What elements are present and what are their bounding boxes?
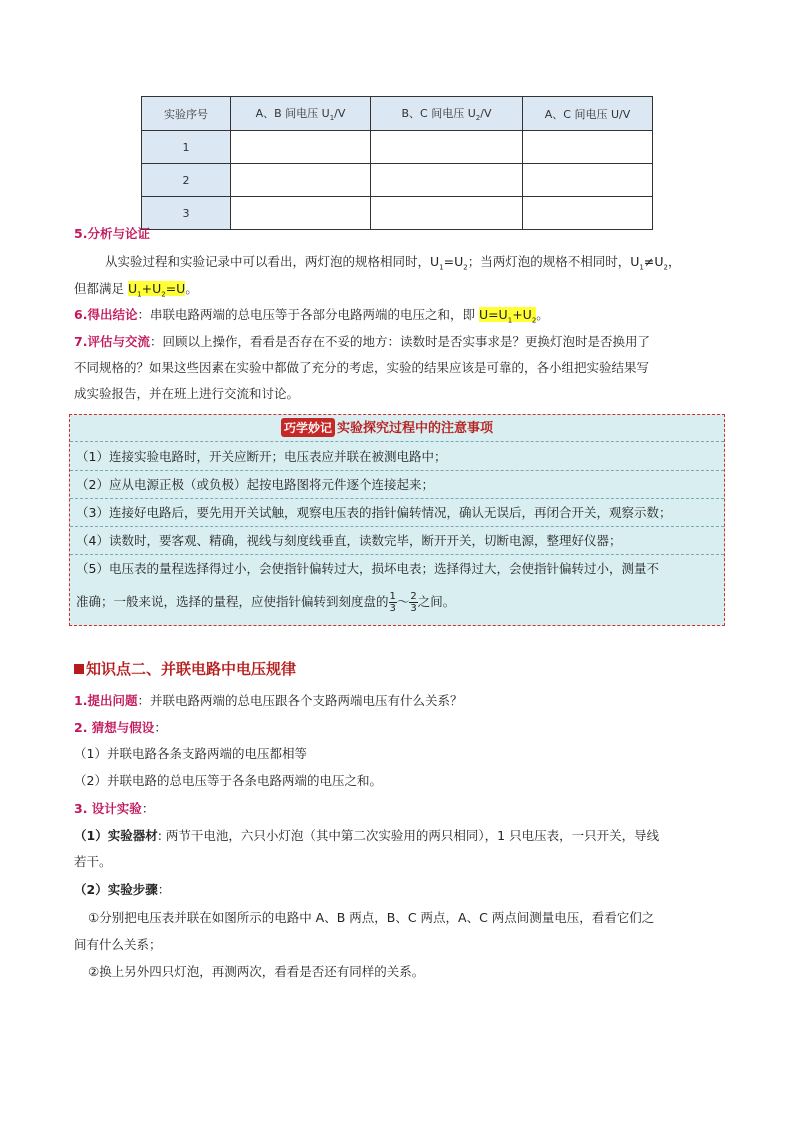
table-header-cell: A、B 间电压 $U_1/V$ bbox=[231, 97, 371, 131]
tip-item: （3）连接好电路后，要先用开关试触，观察电压表的指针偏转情况，确认无误后，再闭合开关，观察示数； bbox=[76, 505, 672, 520]
design-heading: 3. 设计实验： bbox=[74, 801, 155, 816]
section-6-heading: 6.得出结论 bbox=[74, 307, 138, 322]
table-header-cell: 实验序号 bbox=[142, 97, 231, 131]
tip-item: （4）读数时，要客观、精确，视线与刻度线垂直，读数完毕，断开开关，切断电源，整理好仪器； bbox=[76, 533, 622, 548]
question-paragraph: 1.提出问题：并联电路两端的总电压跟各个支路两端电压有什么关系？ bbox=[74, 693, 463, 708]
tip-item: （2）应从电源正极（或负极）起按电路图将元件逐个连接起来； bbox=[76, 477, 434, 492]
evaluation-paragraph-line-3: 成实验报告，并在班上进行交流和讨论。 bbox=[74, 386, 300, 401]
experiment-data-table bbox=[141, 96, 653, 230]
row-number-cell: 1 bbox=[142, 131, 231, 164]
hypothesis-item: （2）并联电路的总电压等于各条电路两端的电压之和。 bbox=[74, 773, 382, 788]
tips-badge: 巧学妙记 bbox=[281, 418, 335, 437]
section-7-heading: 7.评估与交流 bbox=[74, 334, 150, 349]
tips-box-title: 巧学妙记 实验探究过程中的注意事项 bbox=[281, 417, 493, 437]
highlighted-formula: $U_1+U_2=U$ bbox=[127, 281, 186, 299]
row-number-cell: 3 bbox=[142, 197, 231, 230]
highlighted-formula: $U=U_1+U_2$ bbox=[478, 307, 537, 325]
table-cell bbox=[523, 197, 653, 230]
square-bullet-icon bbox=[74, 664, 84, 674]
divider bbox=[70, 441, 724, 442]
table-cell bbox=[371, 164, 523, 197]
table-cell bbox=[523, 164, 653, 197]
table-cell bbox=[371, 197, 523, 230]
tip-item: （1）连接实验电路时，开关应断开；电压表应并联在被测电路中； bbox=[76, 449, 447, 464]
conclusion-paragraph: 6.得出结论：串联电路两端的总电压等于各部分电路两端的电压之和，即 $U=U_1+U_2$。 bbox=[74, 307, 549, 325]
steps-heading: （2）实验步骤： bbox=[74, 882, 171, 897]
hypothesis-heading: 2. 猜想与假设： bbox=[74, 720, 167, 735]
table-cell bbox=[231, 197, 371, 230]
analysis-paragraph-line-1: 从实验过程和实验记录中可以看出，两灯泡的规格相同时，$U_1=U_2$；当两灯泡的规格不相同时，$U_1\ne U_2$， bbox=[105, 254, 681, 272]
fraction: $\frac{2}{3}$ bbox=[410, 591, 417, 614]
hypothesis-item: （1）并联电路各条支路两端的电压都相等 bbox=[74, 746, 307, 761]
tip-item-continued: 准确；一般来说，选择的量程，应使指针偏转到刻度盘的 $\frac{1}{3}$ ～ $\frac{2}{3}$ 之间。 bbox=[76, 591, 456, 614]
equipment-paragraph-line-2: 若干。 bbox=[74, 854, 112, 869]
tip-item: （5）电压表的量程选择得过小，会使指针偏转过大，损坏电表；选择得过大，会使指针偏转过小，测量不 bbox=[76, 561, 659, 576]
evaluation-paragraph-line-1: 7.评估与交流：回顾以上操作，看看是否存在不妥的地方：读数时是否实事求是？更换灯泡时是否换用了 bbox=[74, 334, 650, 349]
step-item: ①分别把电压表并联在如图所示的电路中 A、B 两点，B、C 两点，A、C 两点间测量电压，看看它们之 bbox=[88, 910, 655, 925]
step-item-continued: 间有什么关系； bbox=[74, 937, 162, 952]
fraction: $\frac{1}{3}$ bbox=[389, 591, 396, 614]
tips-box bbox=[69, 414, 725, 626]
divider bbox=[70, 554, 724, 555]
section-5-heading: 5.分析与论证 bbox=[74, 226, 150, 241]
table-cell bbox=[231, 131, 371, 164]
divider bbox=[70, 526, 724, 527]
analysis-paragraph-line-2: 但都满足 $U_1+U_2=U$。 bbox=[74, 281, 198, 299]
table-row bbox=[142, 197, 653, 230]
table-row bbox=[142, 131, 653, 164]
table-cell bbox=[231, 164, 371, 197]
table-row bbox=[142, 164, 653, 197]
evaluation-paragraph-line-2: 不同规格的？如果这些因素在实验中都做了充分的考虑，实验的结果应该是可靠的，各小组把实验结果写 bbox=[74, 360, 650, 375]
table-header-cell: B、C 间电压 $U_2/V$ bbox=[371, 97, 523, 131]
divider bbox=[70, 470, 724, 471]
equipment-paragraph: （1）实验器材: 两节干电池，六只小灯泡（其中第二次实验用的两只相同），1 只电压表，一只开关，导线 bbox=[74, 828, 660, 843]
table-cell bbox=[371, 131, 523, 164]
divider bbox=[70, 498, 724, 499]
row-number-cell: 2 bbox=[142, 164, 231, 197]
table-header-row bbox=[142, 97, 653, 131]
table-cell bbox=[523, 131, 653, 164]
table-header-cell: A、C 间电压 U/V bbox=[523, 97, 653, 131]
step-item: ②换上另外四只灯泡，再测两次，看看是否还有同样的关系。 bbox=[88, 964, 425, 979]
section-heading: 知识点二、并联电路中电压规律 bbox=[74, 658, 296, 679]
